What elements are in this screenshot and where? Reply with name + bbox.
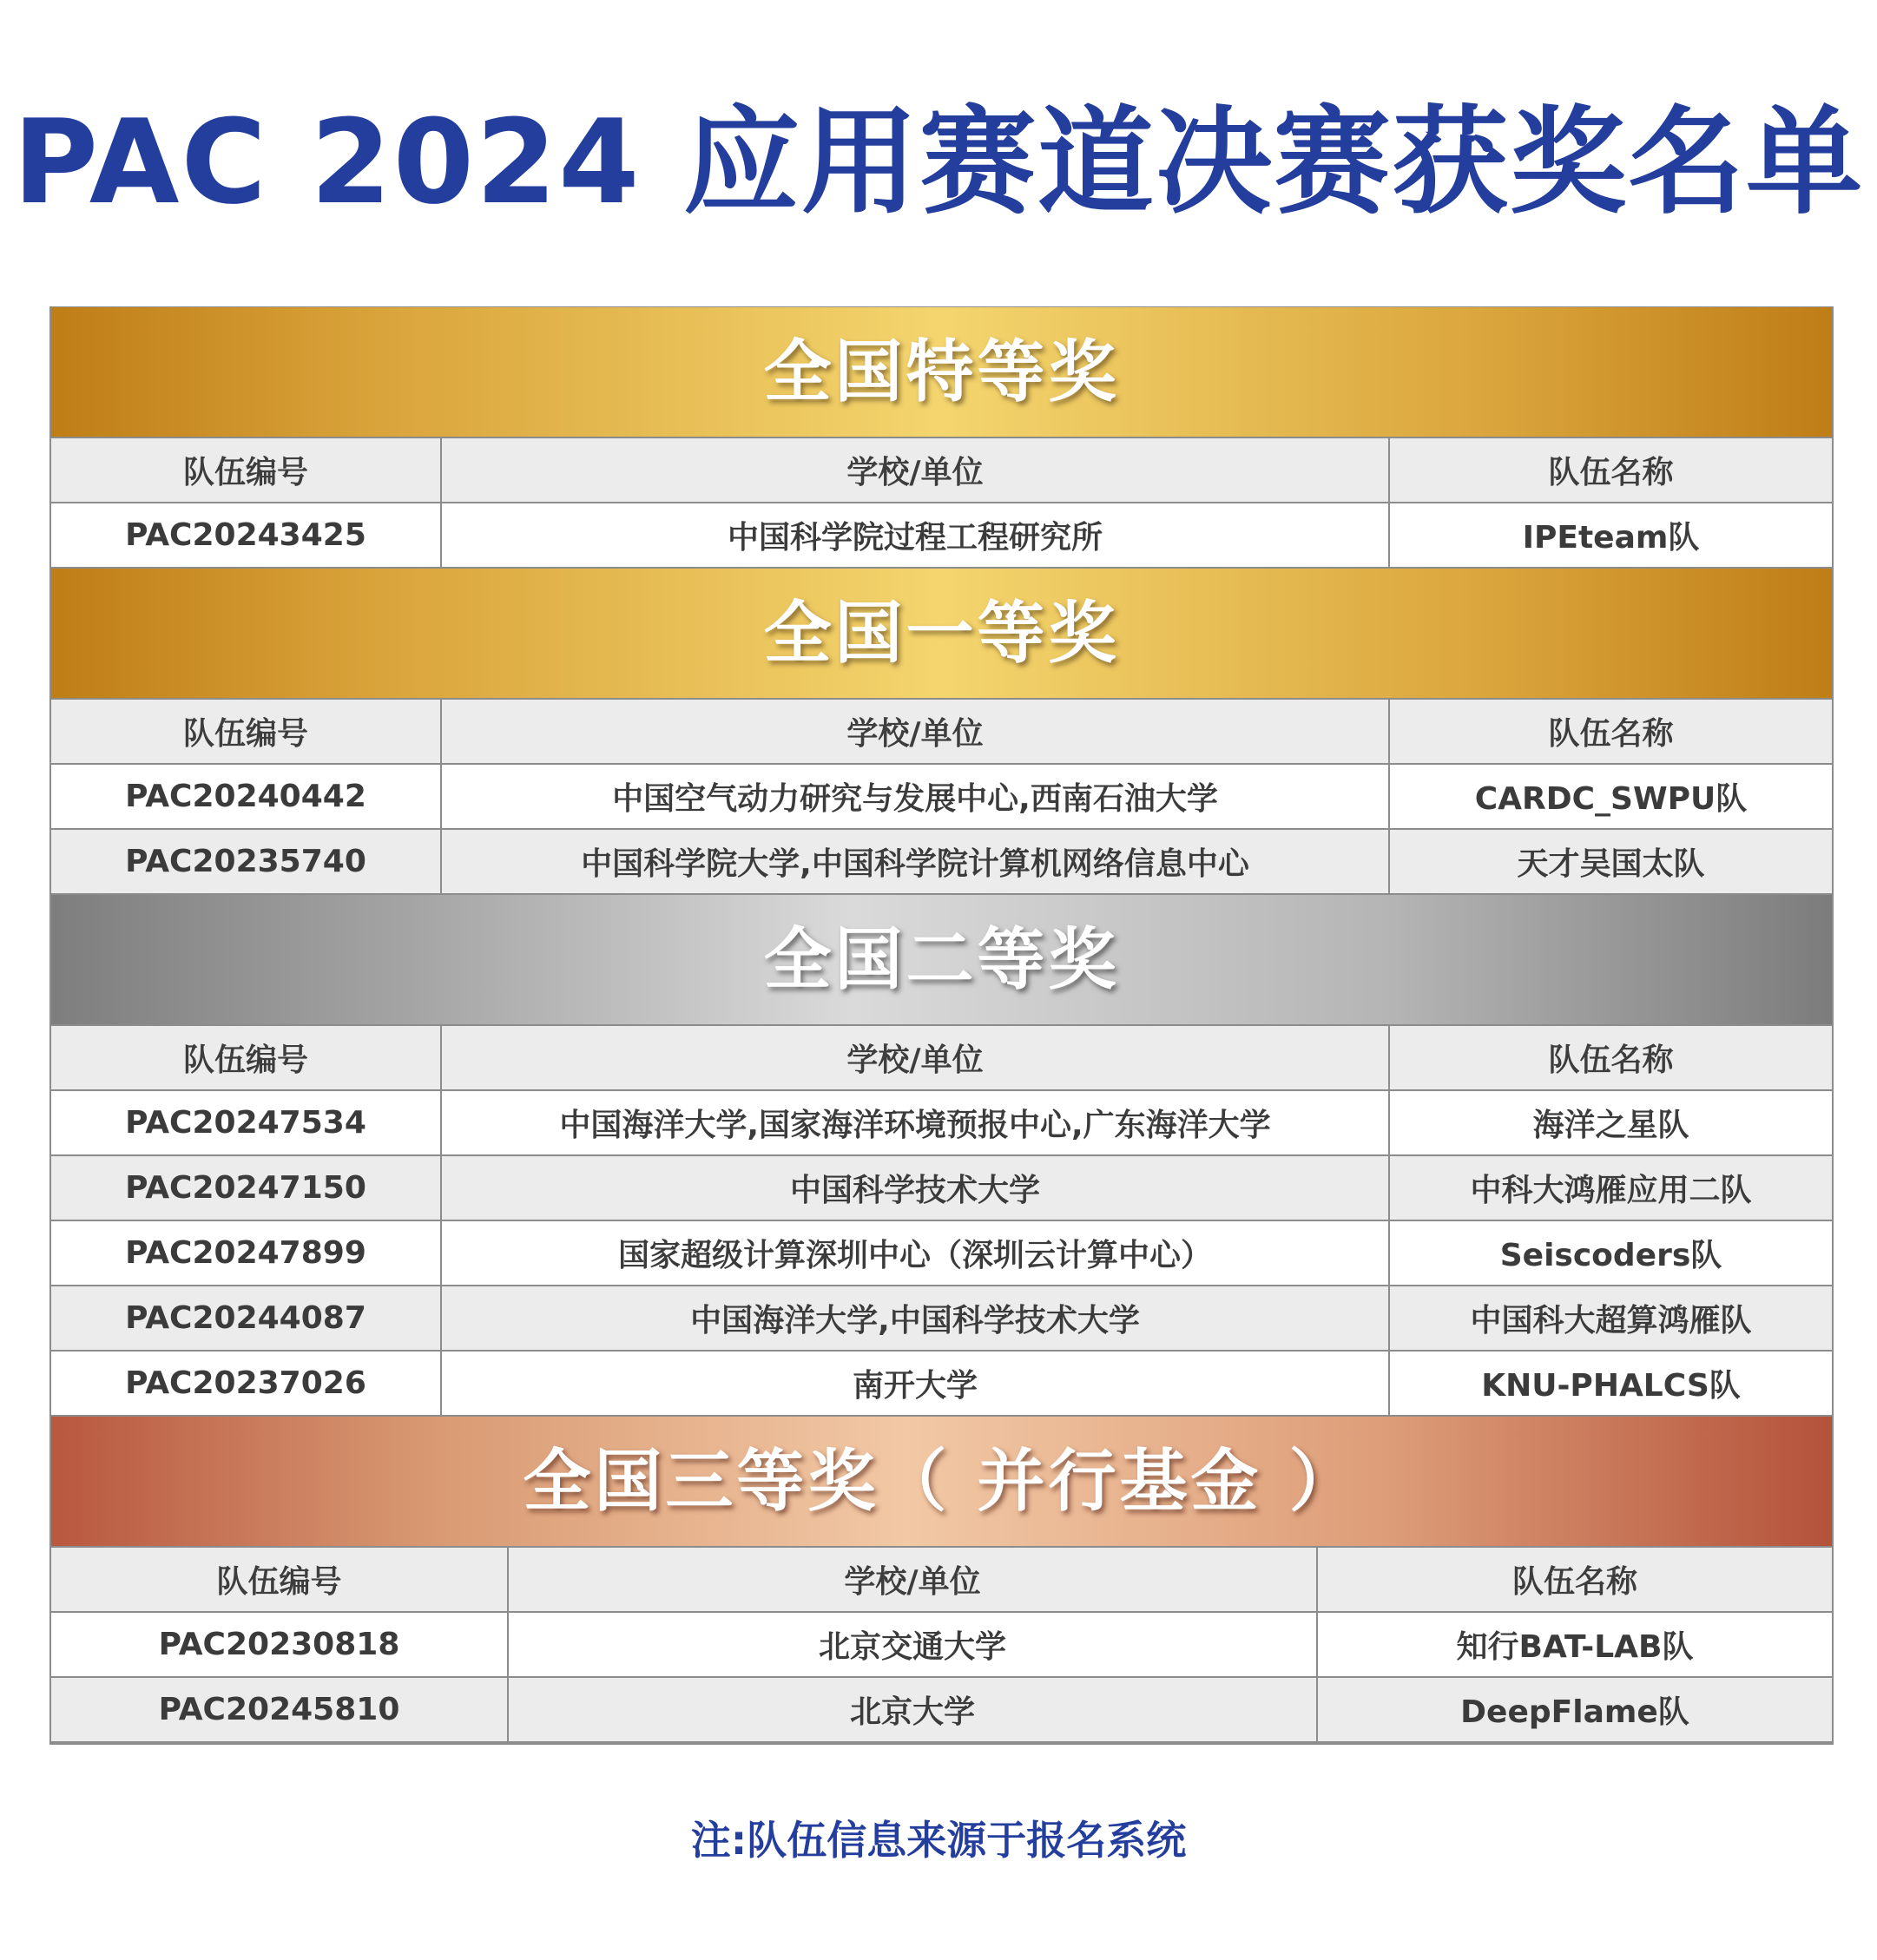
section-banner: 全国三等奖（ 并行基金 ） <box>51 1417 1832 1548</box>
table-header-row <box>51 700 1832 765</box>
school-cell: 北京交通大学 <box>509 1613 1318 1676</box>
table-row <box>51 1091 1832 1156</box>
team-id-cell: PAC20235740 <box>51 830 442 893</box>
column-header-id: 队伍编号 <box>51 1026 442 1089</box>
table-row <box>51 1156 1832 1221</box>
footnote: 注:队伍信息来源于报名系统 <box>690 1817 1187 1864</box>
team-id-cell: PAC20247150 <box>51 1156 442 1220</box>
team-id-cell: PAC20247899 <box>51 1221 442 1285</box>
section-second-prize <box>51 895 1832 1417</box>
page-title: PAC 2024 应用赛道决赛获奖名单 <box>12 95 1865 230</box>
team-id-cell: PAC20247534 <box>51 1091 442 1154</box>
table-row <box>51 1678 1832 1743</box>
team-name-cell: IPEteam队 <box>1522 520 1700 556</box>
table-row <box>51 1613 1832 1678</box>
team-name-cell: CARDC_SWPU队 <box>1474 781 1748 817</box>
school-cell: 中国海洋大学,国家海洋环境预报中心,广东海洋大学 <box>442 1091 1390 1154</box>
team-name-cell: 海洋之星队 <box>1532 1108 1689 1143</box>
school-cell: 中国科学院大学,中国科学院计算机网络信息中心 <box>442 830 1390 893</box>
table-row <box>51 830 1832 895</box>
school-cell: 中国海洋大学,中国科学技术大学 <box>442 1286 1390 1350</box>
column-header-team: 队伍名称 <box>1548 716 1674 752</box>
section-third-prize <box>51 1417 1832 1743</box>
team-name-cell: 天才吴国太队 <box>1517 846 1705 882</box>
column-header-id: 队伍编号 <box>51 1548 509 1611</box>
team-name-cell: 中国科大超算鸿雁队 <box>1470 1303 1752 1338</box>
section-banner: 全国二等奖 <box>51 895 1832 1026</box>
school-cell: 国家超级计算深圳中心（深圳云计算中心） <box>442 1221 1390 1285</box>
column-header-id: 队伍编号 <box>51 700 442 763</box>
award-table <box>49 306 1834 1745</box>
column-header-team: 队伍名称 <box>1511 1564 1637 1600</box>
table-row <box>51 1286 1832 1352</box>
column-header-school: 学校/单位 <box>442 1026 1390 1089</box>
school-cell: 中国科学院过程工程研究所 <box>442 503 1390 567</box>
school-cell: 中国空气动力研究与发展中心,西南石油大学 <box>442 765 1390 828</box>
table-row <box>51 503 1832 569</box>
section-banner: 全国特等奖 <box>51 307 1832 438</box>
team-id-cell: PAC20244087 <box>51 1286 442 1350</box>
section-grand-prize <box>51 307 1832 569</box>
section-banner: 全国一等奖 <box>51 569 1832 700</box>
table-row <box>51 1221 1832 1286</box>
school-cell: 北京大学 <box>509 1678 1318 1741</box>
table-row <box>51 1352 1832 1417</box>
column-header-school: 学校/单位 <box>442 700 1390 763</box>
team-name-cell: DeepFlame队 <box>1460 1694 1689 1730</box>
team-id-cell: PAC20243425 <box>51 503 442 567</box>
team-name-cell: KNU-PHALCS队 <box>1481 1368 1741 1404</box>
column-header-team: 队伍名称 <box>1548 1042 1674 1078</box>
table-header-row <box>51 1026 1832 1091</box>
table-header-row <box>51 1548 1832 1613</box>
column-header-id: 队伍编号 <box>51 438 442 502</box>
column-header-team: 队伍名称 <box>1548 455 1674 490</box>
column-header-school: 学校/单位 <box>509 1548 1318 1611</box>
team-id-cell: PAC20237026 <box>51 1352 442 1415</box>
school-cell: 南开大学 <box>442 1352 1390 1415</box>
section-first-prize <box>51 569 1832 895</box>
table-header-row <box>51 438 1832 503</box>
table-row <box>51 765 1832 830</box>
team-name-cell: 知行BAT-LAB队 <box>1456 1629 1694 1665</box>
team-name-cell: 中科大鸿雁应用二队 <box>1470 1173 1752 1208</box>
team-id-cell: PAC20245810 <box>51 1678 509 1741</box>
column-header-school: 学校/单位 <box>442 438 1390 502</box>
team-name-cell: Seiscoders队 <box>1499 1238 1722 1273</box>
team-id-cell: PAC20230818 <box>51 1613 509 1676</box>
school-cell: 中国科学技术大学 <box>442 1156 1390 1220</box>
team-id-cell: PAC20240442 <box>51 765 442 828</box>
